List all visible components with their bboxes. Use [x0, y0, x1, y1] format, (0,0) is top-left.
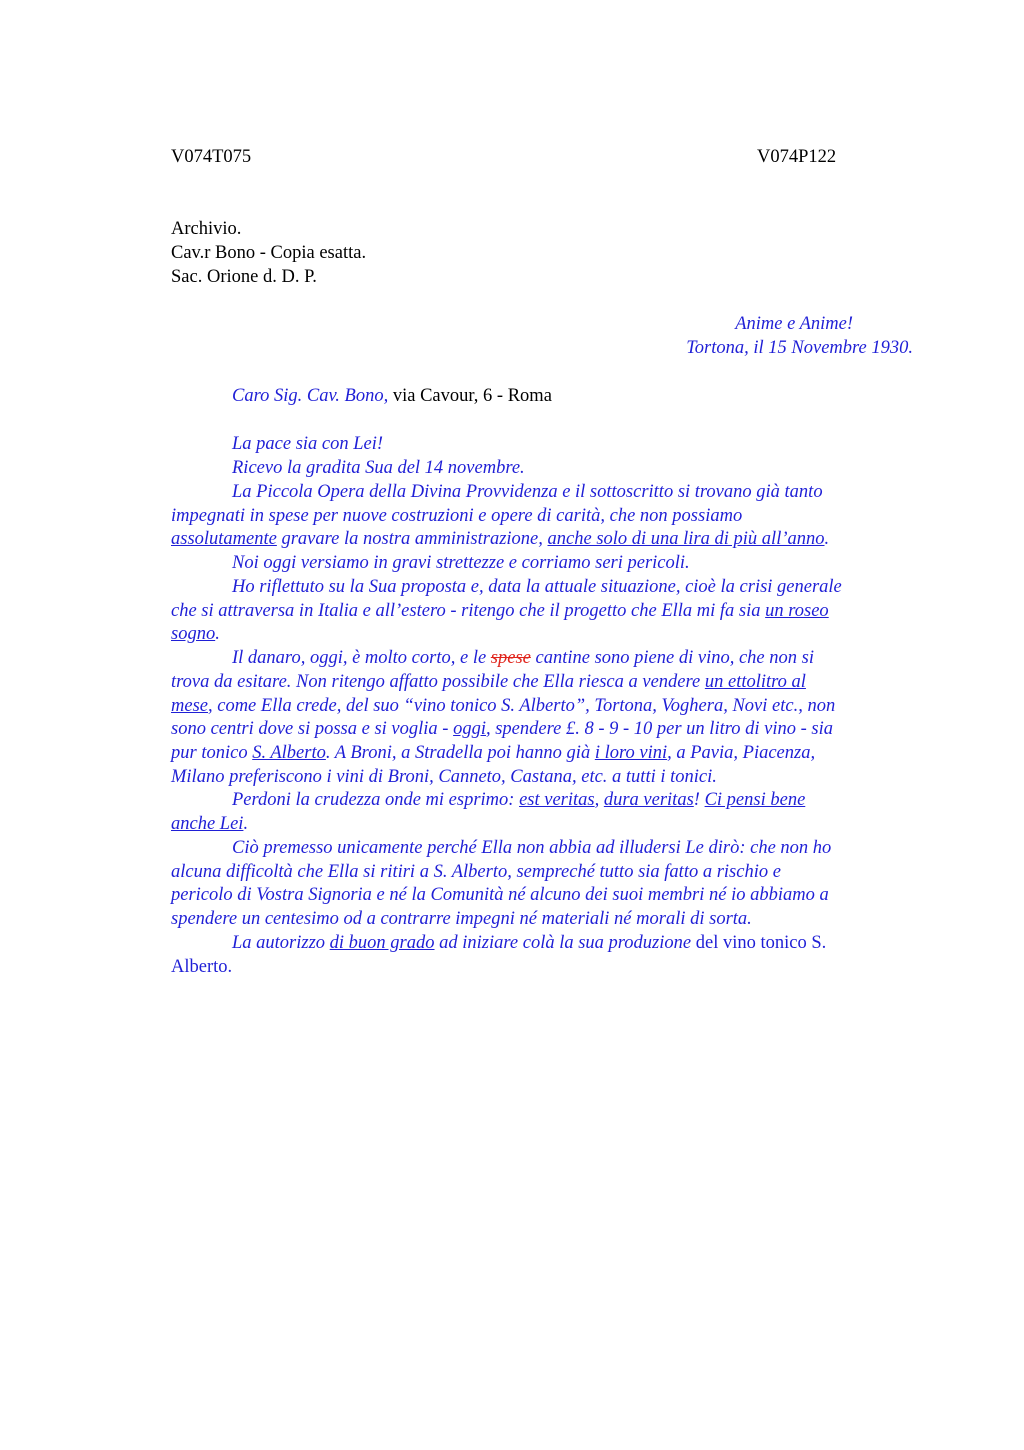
- text-run: .: [215, 624, 220, 644]
- text-run: sono centri dove si possa e si voglia -: [171, 719, 454, 739]
- body-line: impegnati in spese per nuove costruzioni e opere di carità, che non possiamo: [171, 506, 743, 526]
- underlined-phrase: un roseo: [765, 601, 829, 621]
- body-line: alcuna difficoltà che Ella si ritiri a S. Alberto, sempreché tutto sia fatto a rischio e: [171, 862, 781, 882]
- underlined-phrase: un ettolitro al: [704, 672, 806, 692]
- body-line: [171, 813, 248, 837]
- body-line: Ricevo la gradita Sua del 14 novembre.: [232, 458, 525, 478]
- underlined-phrase: di buon grado: [329, 933, 435, 953]
- underlined-phrase: Ci pensi bene: [704, 790, 806, 810]
- body-line: [171, 671, 806, 695]
- copy-note: Cav.r Bono - Copia esatta.: [171, 243, 367, 263]
- body-line: Noi oggi versiamo in gravi strettezze e corriamo seri pericoli.: [232, 553, 690, 573]
- text-run: . A Broni, a Stradella poi hanno già: [325, 743, 595, 763]
- motto: Anime e Anime!: [735, 314, 853, 334]
- text-run: ,: [594, 790, 604, 810]
- text-run: che si attraversa in Italia e all’estero - ritengo che il progetto che Ella mi fa sia: [171, 601, 766, 621]
- salutation-name: Caro Sig. Cav. Bono,: [232, 386, 389, 406]
- text-run: .: [243, 814, 249, 834]
- body-line: [171, 623, 220, 647]
- body-line: Milano preferiscono i vini di Broni, Canneto, Castana, etc. a tutti i tonici.: [171, 767, 717, 787]
- body-line: Ciò premesso unicamente perché Ella non abbia ad illudersi Le dirò: che non ho: [232, 838, 832, 858]
- body-line: [171, 718, 833, 742]
- body-line: [232, 647, 814, 671]
- underlined-phrase: dura veritas: [603, 790, 694, 810]
- text-run: !: [693, 790, 705, 810]
- text-run: ad iniziare colà la sua produzione: [434, 933, 692, 953]
- body-line: [232, 789, 805, 813]
- body-line: pericolo di Vostra Signoria e né la Comunità né alcuno dei suoi membri né io abbiamo a: [171, 885, 829, 905]
- document-code-right: V074P122: [757, 147, 837, 167]
- text-run: Perdoni la crudezza onde mi esprimo:: [232, 790, 520, 810]
- text-run: Il danaro, oggi, è molto corto, e le: [232, 648, 491, 668]
- underlined-phrase: sogno: [171, 624, 216, 644]
- struck-word: spese: [490, 648, 531, 668]
- author-line: Sac. Orione d. D. P.: [171, 267, 317, 287]
- body-line: [171, 695, 835, 719]
- text-run: del vino tonico S.: [691, 933, 827, 953]
- salutation: [232, 386, 552, 407]
- document-code-left: V074T075: [171, 147, 252, 167]
- underlined-phrase: est veritas: [519, 790, 595, 810]
- text-run: cantine sono piene di vino, che non si: [530, 648, 814, 668]
- archive-label: Archivio.: [171, 219, 242, 239]
- text-run: pur tonico: [171, 743, 253, 763]
- body-line: [171, 528, 829, 552]
- underlined-phrase: mese: [171, 696, 208, 716]
- text-run: , come Ella crede, del suo “vino tonico S. Alberto”, Tortona, Voghera, Novi etc., non: [207, 696, 836, 716]
- text-run: .: [824, 529, 830, 549]
- body-line: Ho riflettuto su la Sua proposta e, data la attuale situazione, cioè la crisi generale: [232, 577, 842, 597]
- text-run: trova da esitare. Non ritengo affatto possibile che Ella riesca a vendere: [171, 672, 705, 692]
- body-line: [171, 600, 829, 624]
- place-date: Tortona, il 15 Novembre 1930.: [686, 338, 913, 358]
- underlined-phrase: assolutamente: [171, 529, 277, 549]
- underlined-phrase: oggi: [453, 719, 486, 739]
- text-run: , a Pavia, Piacenza,: [667, 743, 816, 763]
- body-line: [171, 742, 815, 766]
- text-run: La autorizzo: [232, 933, 330, 953]
- body-line: [232, 932, 826, 956]
- body-line: Alberto.: [171, 957, 233, 977]
- text-run: gravare la nostra amministrazione,: [276, 529, 548, 549]
- recipient-address: via Cavour, 6 - Roma: [388, 386, 552, 406]
- underlined-phrase: i loro vini: [594, 743, 668, 763]
- body-line: spendere un centesimo od a contrarre impegni né materiali né morali di sorta.: [171, 909, 752, 929]
- text-run: , spendere £. 8 - 9 - 10 per un litro di vino - sia: [485, 719, 833, 739]
- underlined-phrase: S. Alberto: [252, 743, 326, 763]
- underlined-phrase: anche solo di una lira di più all’anno: [547, 529, 825, 549]
- body-line: La Piccola Opera della Divina Provvidenza e il sottoscritto si trovano già tanto: [232, 482, 823, 502]
- underlined-phrase: anche Lei: [171, 814, 244, 834]
- body-line: La pace sia con Lei!: [232, 434, 384, 454]
